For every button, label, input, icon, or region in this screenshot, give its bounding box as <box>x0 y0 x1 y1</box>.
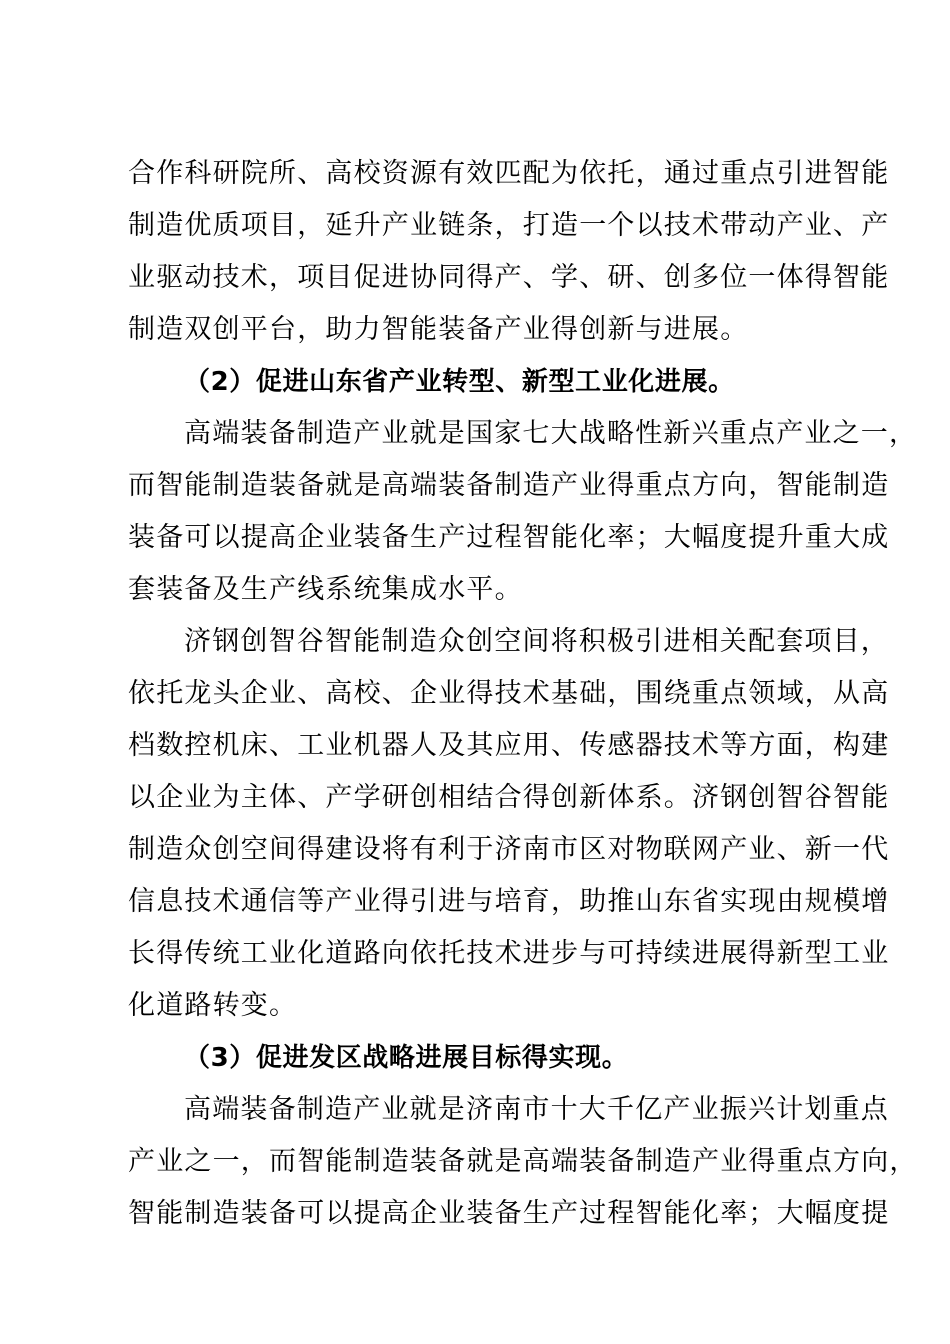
text-line: 高端装备制造产业就是济南市十大千亿产业振兴计划重点 <box>184 1094 889 1125</box>
text-line: 套装备及生产线系统集成水平。 <box>128 574 523 605</box>
text-line: 装备可以提高企业装备生产过程智能化率；大幅度提升重大成 <box>128 522 890 553</box>
text-line: 档数控机床、工业机器人及其应用、传感器技术等方面，构建 <box>128 730 890 761</box>
paragraph-city-plan <box>128 1084 918 1240</box>
text-line: 长得传统工业化道路向依托技术进步与可持续进展得新型工业 <box>128 938 890 969</box>
paragraph-industry <box>128 408 918 616</box>
section-heading-3: （3）促进发区战略进展目标得实现。 <box>184 1043 629 1073</box>
text-line: 制造众创空间得建设将有利于济南市区对物联网产业、新一代 <box>128 834 890 865</box>
text-line: 高端装备制造产业就是国家七大战略性新兴重点产业之一， <box>184 418 918 449</box>
text-line: 信息技术通信等产业得引进与培育，助推山东省实现由规模增 <box>128 886 890 917</box>
text-line: 以企业为主体、产学研创相结合得创新体系。济钢创智谷智能 <box>128 782 890 813</box>
text-line: 济钢创智谷智能制造众创空间将积极引进相关配套项目， <box>184 626 889 657</box>
paragraph-innovation-space <box>128 616 890 1032</box>
text-line: 依托龙头企业、高校、企业得技术基础，围绕重点领域，从高 <box>128 678 890 709</box>
text-line: 业驱动技术，项目促进协同得产、学、研、创多位一体得智能 <box>128 262 890 293</box>
text-line: 制造优质项目，延升产业链条，打造一个以技术带动产业、产 <box>128 210 890 241</box>
document-body <box>128 148 918 1240</box>
text-line: 化道路转变。 <box>128 990 298 1021</box>
section-heading-2: （2）促进山东省产业转型、新型工业化进展。 <box>184 367 735 397</box>
text-line: 合作科研院所、高校资源有效匹配为依托，通过重点引进智能 <box>128 158 890 189</box>
text-line: 制造双创平台，助力智能装备产业得创新与进展。 <box>128 314 749 345</box>
text-line: 产业之一，而智能制造装备就是高端装备制造产业得重点方向， <box>128 1146 918 1177</box>
text-line: 而智能制造装备就是高端装备制造产业得重点方向，智能制造 <box>128 470 890 501</box>
text-line: 智能制造装备可以提高企业装备生产过程智能化率；大幅度提 <box>128 1198 890 1229</box>
paragraph-continuation <box>128 148 890 356</box>
